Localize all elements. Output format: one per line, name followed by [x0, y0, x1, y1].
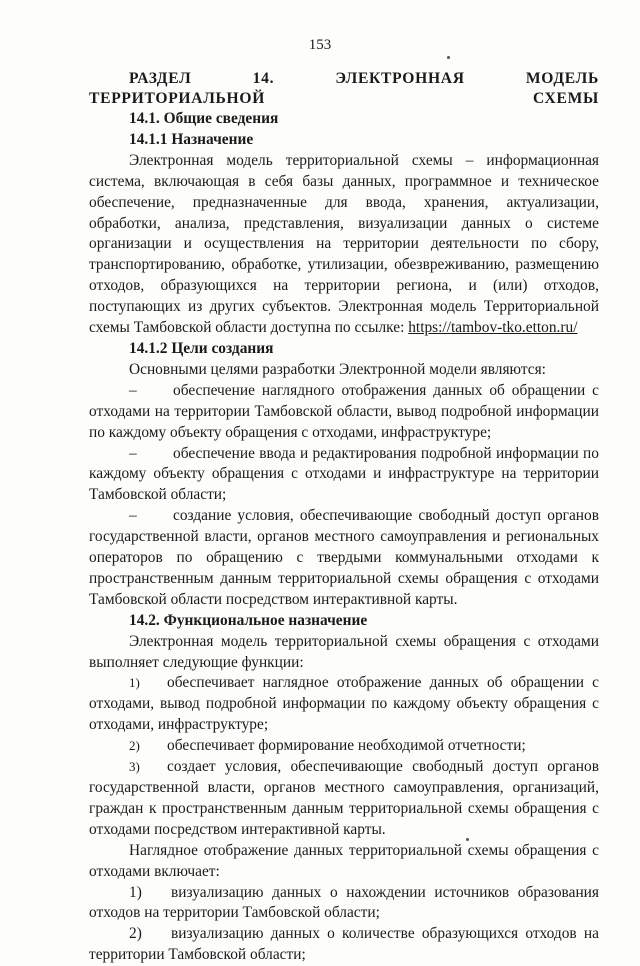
function-item-line: отходами, инфраструктуре; — [89, 716, 269, 734]
purpose-line: отходов, образующихся на территории региона, и (или) отходов, — [89, 277, 599, 295]
heading-14-1: 14.1. Общие сведения — [129, 110, 279, 127]
function-item-line: граждан к пространственным данным территориальной схемы обращения с — [89, 799, 599, 817]
goal-bullet-line: пространственным данным территориальной схемы обращения с отходами — [89, 569, 599, 587]
goal-bullet-line — [89, 506, 599, 527]
purpose-line: обеспечение, предназначенные для ввода, хранения, актуализации, — [89, 193, 599, 211]
function-item-line: государственной власти, органов местного самоуправления, организаций, — [89, 779, 599, 796]
goal-text: обеспечение наглядного отображения данных об обращении с — [173, 381, 599, 399]
heading-14-1-1: 14.1.1 Назначение — [129, 130, 254, 148]
function-item-line: отходами, вывод подробной информации по каждому объекту обращения с — [89, 695, 599, 713]
electronic-model-link[interactable]: https://tambov-tko.etton.ru/ — [408, 319, 578, 337]
goal-bullet-line: Тамбовской области; — [89, 486, 227, 504]
goal-bullet-line: операторов по обращению с твердыми коммунальными отходами к — [89, 549, 599, 567]
purpose-line: Электронная модель территориальной схемы – информационная — [129, 151, 599, 169]
scan-speck — [466, 838, 469, 841]
list-number: 1) — [129, 883, 142, 901]
page-content — [89, 69, 599, 966]
purpose-link-text: схемы Тамбовской области доступна по ссылке: — [89, 319, 409, 337]
purpose-line: обработки, анализа, представления, визуализации данных о системе — [89, 214, 599, 232]
section-title: РАЗДЕЛ 14. ЭЛЕКТРОННАЯ МОДЕЛЬ ТЕРРИТОРИАЛЬНОЙ СХЕМЫ — [89, 70, 599, 107]
dash-marker: – — [129, 507, 137, 525]
purpose-line: система, включающая в себя базы данных, программное и техническое — [89, 172, 599, 190]
goal-text: создание условия, обеспечивающие свободный доступ органов — [173, 507, 599, 525]
purpose-last-line — [89, 318, 599, 339]
scan-speck — [447, 56, 450, 59]
function-text: создает условия, обеспечивающие свободный доступ органов — [167, 758, 599, 776]
goal-bullet-line: отходами на территории Тамбовской области, вывод подробной информации — [89, 402, 599, 420]
function-text: обеспечивает наглядное отображение данных об обращении с — [167, 674, 599, 692]
purpose-line: организации и осуществления на территории деятельности по сбору, — [89, 235, 599, 253]
viz-item-line: территории Тамбовской области; — [89, 946, 306, 964]
viz-item-line — [89, 924, 599, 945]
goal-bullet-line: каждому объекту обращения с отходами и инфраструктуре на территории — [89, 465, 599, 483]
goal-text: обеспечение ввода и редактирования подробной информации по — [173, 444, 599, 462]
goal-bullet-line: по каждому объекту обращения с отходами, инфраструктуре; — [89, 423, 492, 441]
purpose-line: поступающих из других субъектов. Электронная модель Территориальной — [89, 298, 599, 316]
function-text: обеспечивает формирование необходимой отчетности; — [167, 737, 526, 755]
list-number: 2) — [129, 925, 142, 943]
function-item-line — [89, 673, 599, 694]
viz-item-line: отходов на территории Тамбовской области; — [89, 904, 380, 922]
viz-intro: Наглядное отображение данных территориальной схемы обращения с — [129, 841, 599, 859]
dash-marker: – — [129, 381, 137, 399]
goal-bullet-line — [89, 381, 599, 402]
function-item-line — [89, 757, 599, 778]
functions-intro: выполняет следующие функции: — [89, 653, 304, 671]
functions-intro: Электронная модель территориальной схемы обращения с отходами — [129, 632, 599, 650]
viz-item-line — [89, 883, 599, 904]
page-number: 153 — [308, 37, 332, 53]
viz-intro: отходами включает: — [89, 862, 220, 880]
goal-bullet-line: Тамбовской области посредством интерактивной карты. — [89, 590, 458, 608]
purpose-line: транспортированию, обработке, утилизации, обезвреживанию, размещению — [89, 256, 599, 274]
viz-text: визуализацию данных о нахождении источников образования — [171, 883, 599, 901]
list-number: 1) — [129, 675, 140, 691]
heading-14-2: 14.2. Функциональное назначение — [129, 611, 368, 629]
viz-text: визуализацию данных о количестве образующихся отходов на — [171, 925, 599, 943]
list-number: 3) — [129, 759, 140, 775]
list-number: 2) — [129, 738, 140, 754]
function-item-line — [89, 736, 599, 757]
goals-intro: Основными целями разработки Электронной модели являются: — [129, 360, 546, 378]
heading-14-1-2: 14.1.2 Цели создания — [129, 339, 274, 357]
goal-bullet-line — [89, 444, 599, 465]
function-item-line: отходами посредством интерактивной карты. — [89, 820, 386, 838]
goal-bullet-line: государственной власти, органов местного самоуправления и региональных — [89, 528, 599, 546]
dash-marker: – — [129, 444, 137, 462]
